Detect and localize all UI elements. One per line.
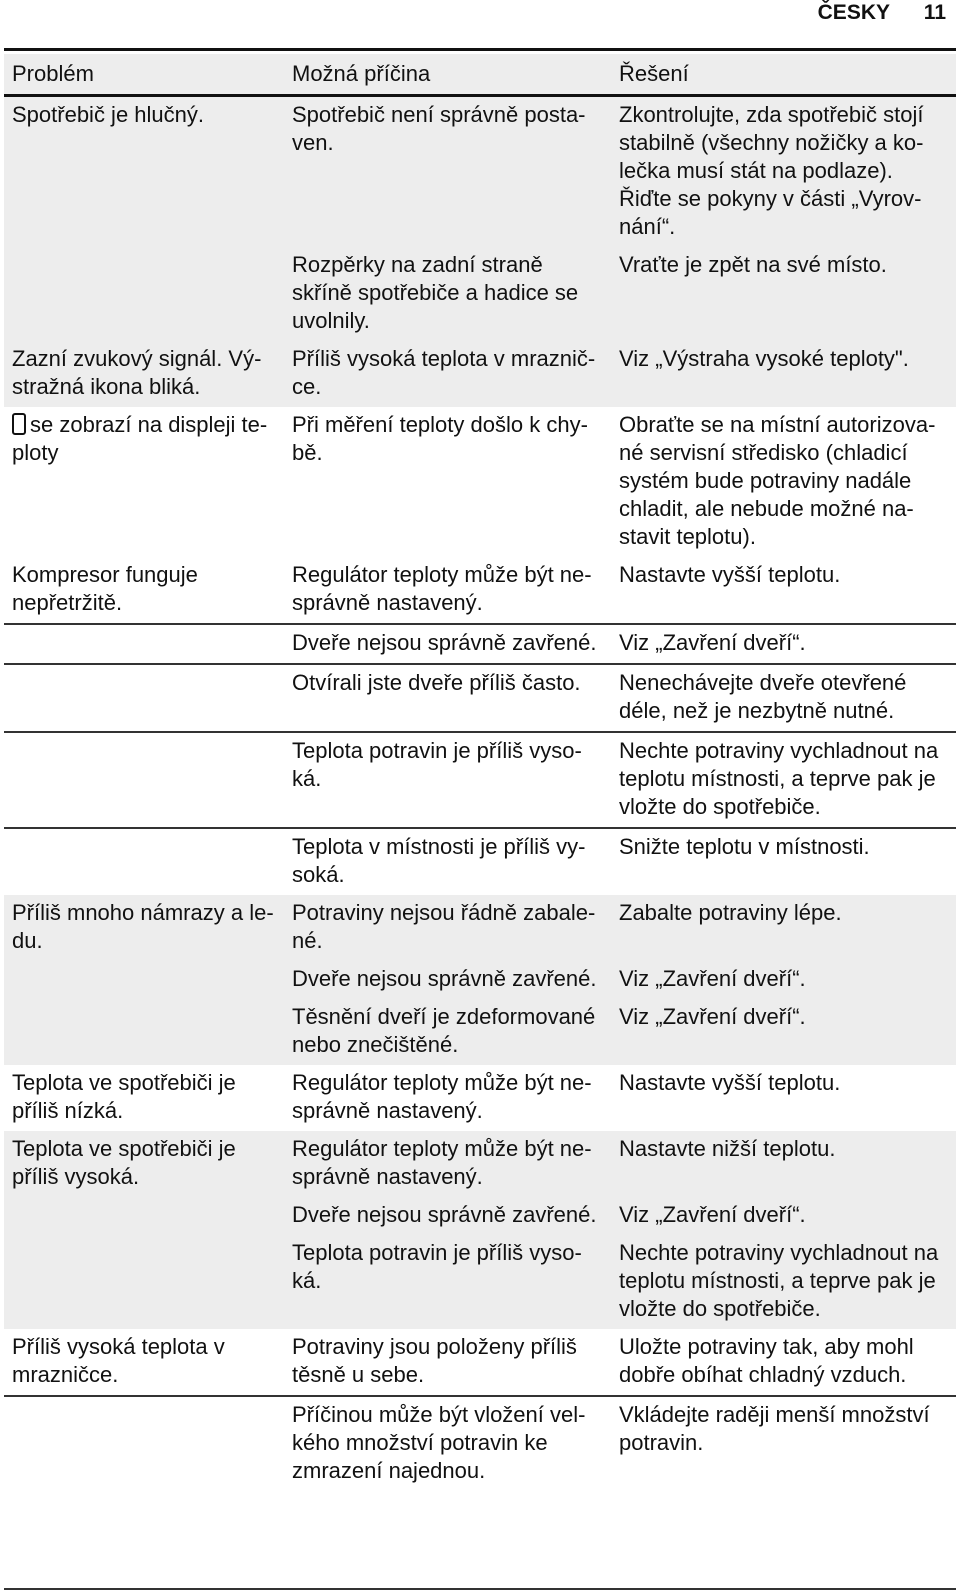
table-row [4, 1131, 956, 1197]
table-row [4, 895, 956, 961]
problem-cell [4, 999, 284, 1065]
solution-cell: Viz „Zavření dveří“. [611, 999, 956, 1065]
table-header-row [4, 54, 956, 96]
cause-cell: Teplota potravin je příliš vyso- ká. [284, 732, 611, 828]
problem-cell [4, 828, 284, 895]
solution-cell: Vraťte je zpět na své místo. [611, 247, 956, 341]
language-label: ČESKY [817, 1, 890, 24]
solution-cell: Vkládejte raději menší množství potravin. [611, 1396, 956, 1491]
cause-cell: Regulátor teploty může být ne- správně nastavený. [292, 562, 592, 615]
table-row [4, 999, 956, 1065]
problem-cell [4, 1396, 284, 1491]
table-row [4, 1065, 956, 1131]
table-row [4, 247, 956, 341]
cause-cell: Příčinou může být vložení vel- kého množství potravin ke zmrazení najednou. [284, 1396, 611, 1491]
cause-cell: Dveře nejsou správně zavřené. [284, 1197, 611, 1235]
cause-cell: Regulátor teploty může být ne- správně nastavený. [284, 1131, 611, 1197]
solution-cell: Nenechávejte dveře otevřené déle, než je nezbytně nutné. [611, 664, 956, 732]
cause-cell: Potraviny nejsou řádně zabale- né. [284, 895, 611, 961]
solution-cell: Viz „Zavření dveří“. [611, 624, 956, 664]
solution-cell: Nastavte nižší teplotu. [611, 1131, 956, 1197]
page-number: 11 [923, 1, 946, 24]
problem-cell [4, 732, 284, 828]
problem-cell: Kompresor funguje nepřetržitě. [12, 562, 198, 615]
bottom-rule [4, 1588, 956, 1590]
problem-cell [4, 247, 284, 341]
table-row [4, 96, 956, 248]
cause-cell: Při měření teploty došlo k chy- bě. [292, 412, 588, 465]
solution-cell: Nastavte vyšší teplotu. [619, 1070, 841, 1095]
table-row [4, 407, 956, 557]
troubleshooting-table [4, 54, 956, 1491]
table-row [4, 961, 956, 999]
solution-cell: Snižte teplotu v místnosti. [611, 828, 956, 895]
table-row [4, 664, 956, 732]
problem-text: se zobrazí na displeji te- ploty [12, 412, 268, 465]
column-header-solution: Řešení [611, 54, 956, 96]
problem-cell [4, 407, 284, 557]
table-row [4, 557, 956, 624]
solution-cell: Obraťte se na místní autorizova- né servisní středisko (chladicí systém bude potraviny nadále chladit, ale nebude možné na- stavit teplotu). [619, 412, 936, 549]
display-segment-icon [12, 413, 26, 435]
table-row [4, 341, 956, 407]
problem-cell: Teplota ve spotřebiči je příliš vysoká. [4, 1131, 284, 1197]
cause-cell: Dveře nejsou správně zavřené. [284, 624, 611, 664]
problem-cell [4, 1235, 284, 1329]
cause-cell: Těsnění dveří je zdeformované nebo znečištěné. [284, 999, 611, 1065]
problem-cell: Teplota ve spotřebiči je příliš nízká. [12, 1070, 236, 1123]
cause-cell: Příliš vysoká teplota v mraznič- ce. [284, 341, 611, 407]
cause-cell: Potraviny jsou položeny příliš těsně u sebe. [292, 1334, 577, 1387]
cause-cell: Spotřebič není správně posta- ven. [284, 96, 611, 248]
solution-cell: Nechte potraviny vychladnout na teplotu místnosti, a teprve pak je vložte do spotřebiče. [611, 732, 956, 828]
table-row [4, 828, 956, 895]
solution-cell: Zabalte potraviny lépe. [611, 895, 956, 961]
solution-cell: Viz „Výstraha vysoké teploty". [611, 341, 956, 407]
solution-cell: Uložte potraviny tak, aby mohl dobře obíhat chladný vzduch. [619, 1334, 914, 1387]
solution-cell: Nastavte vyšší teplotu. [619, 562, 841, 587]
table-row [4, 1396, 956, 1491]
table-row [4, 1235, 956, 1329]
problem-cell: Příliš vysoká teplota v mrazničce. [12, 1334, 225, 1387]
problem-cell [4, 664, 284, 732]
cause-cell: Teplota potravin je příliš vyso- ká. [284, 1235, 611, 1329]
cause-cell: Regulátor teploty může být ne- správně nastavený. [292, 1070, 592, 1123]
page-header [0, 0, 960, 50]
cause-cell: Otvírali jste dveře příliš často. [284, 664, 611, 732]
problem-cell: Zazní zvukový signál. Vý- stražná ikona bliká. [4, 341, 284, 407]
solution-cell: Zkontrolujte, zda spotřebič stojí stabilně (všechny nožičky a ko- lečka musí stát na podlaze). Řiďte se pokyny v části „Vyrov- nání“. [611, 96, 956, 248]
table-row [4, 732, 956, 828]
cause-cell: Rozpěrky na zadní straně skříně spotřebiče a hadice se uvolnily. [284, 247, 611, 341]
problem-cell [4, 1197, 284, 1235]
solution-cell: Viz „Zavření dveří“. [611, 1197, 956, 1235]
column-header-cause: Možná příčina [284, 54, 611, 96]
cause-cell: Dveře nejsou správně zavřené. [284, 961, 611, 999]
problem-cell: Příliš mnoho námrazy a le- du. [4, 895, 284, 961]
table-row [4, 1197, 956, 1235]
cause-cell: Teplota v místnosti je příliš vy- soká. [284, 828, 611, 895]
solution-cell: Viz „Zavření dveří“. [611, 961, 956, 999]
problem-cell [4, 961, 284, 999]
table-row [4, 1329, 956, 1396]
column-header-problem: Problém [4, 54, 284, 96]
problem-cell [4, 624, 284, 664]
table-row [4, 624, 956, 664]
problem-cell: Spotřebič je hlučný. [4, 96, 284, 248]
header-rule [4, 48, 956, 51]
solution-cell: Nechte potraviny vychladnout na teplotu místnosti, a teprve pak je vložte do spotřebiče. [611, 1235, 956, 1329]
